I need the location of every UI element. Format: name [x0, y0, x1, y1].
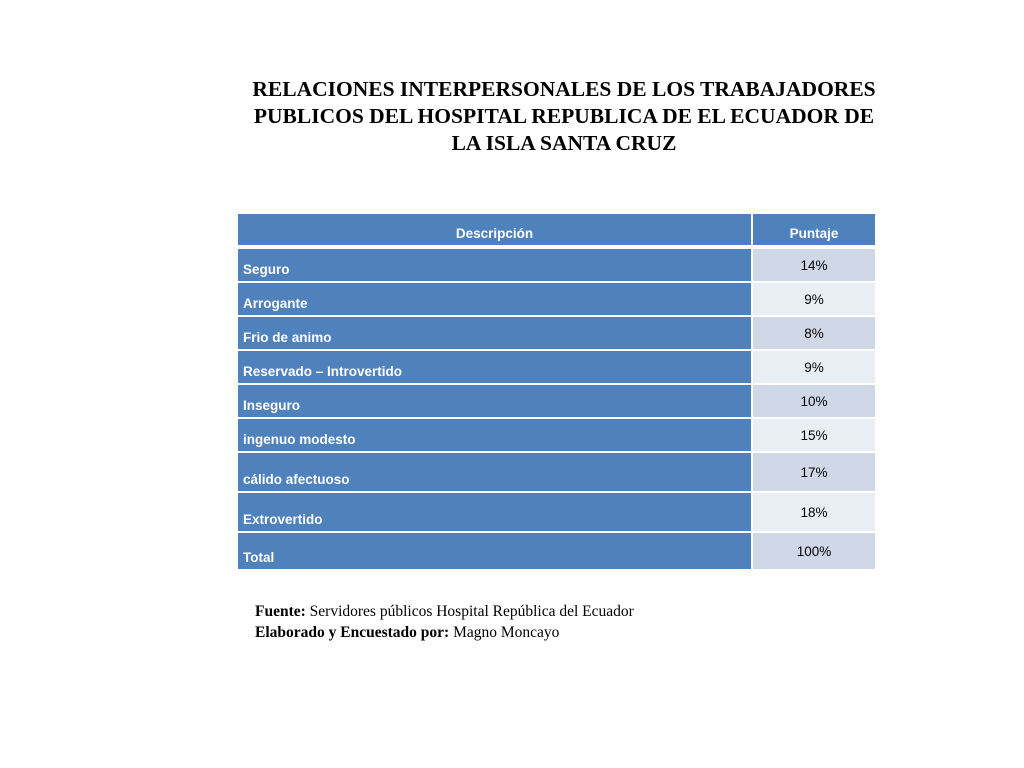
- title-line-2: PUBLICOS DEL HOSPITAL REPUBLICA DE EL ECUADOR DE: [253, 104, 875, 128]
- row-description: Inseguro: [238, 385, 753, 417]
- total-score: 100%: [753, 533, 875, 569]
- row-score: 9%: [753, 283, 875, 315]
- row-description: cálido afectuoso: [238, 453, 753, 491]
- source-label: Fuente:: [255, 603, 306, 620]
- row-description: Arrogante: [238, 283, 753, 315]
- row-description: ingenuo modesto: [238, 419, 753, 451]
- title-line-3: LA ISLA SANTA CRUZ: [451, 131, 677, 155]
- data-table: [238, 214, 875, 569]
- table-row: [238, 419, 875, 453]
- row-description: Seguro: [238, 249, 753, 281]
- row-score: 14%: [753, 249, 875, 281]
- row-score: 10%: [753, 385, 875, 417]
- table-row: [238, 493, 875, 533]
- title-line-1: RELACIONES INTERPERSONALES DE LOS TRABAJADORES: [252, 77, 876, 101]
- table-row: [238, 453, 875, 493]
- table-header-row: [238, 214, 875, 249]
- row-score: 17%: [753, 453, 875, 491]
- row-description: Reservado – Introvertido: [238, 351, 753, 383]
- table-row: [238, 317, 875, 351]
- source-text: Servidores públicos Hospital República del Ecuador: [309, 603, 634, 620]
- source-line: [255, 601, 634, 622]
- row-description: Frio de animo: [238, 317, 753, 349]
- author-text: Magno Moncayo: [453, 624, 560, 641]
- table-row: [238, 249, 875, 283]
- table-row: [238, 283, 875, 317]
- page-title: [200, 76, 928, 157]
- row-score: 8%: [753, 317, 875, 349]
- header-description: Descripción: [238, 214, 753, 245]
- row-score: 18%: [753, 493, 875, 531]
- footer-notes: [255, 601, 634, 643]
- header-score: Puntaje: [753, 214, 875, 245]
- table-row: [238, 351, 875, 385]
- author-line: [255, 622, 634, 643]
- row-score: 9%: [753, 351, 875, 383]
- row-score: 15%: [753, 419, 875, 451]
- total-description: Total: [238, 533, 753, 569]
- table-row: [238, 385, 875, 419]
- row-description: Extrovertido: [238, 493, 753, 531]
- table-total-row: [238, 533, 875, 569]
- author-label: Elaborado y Encuestado por:: [255, 624, 450, 641]
